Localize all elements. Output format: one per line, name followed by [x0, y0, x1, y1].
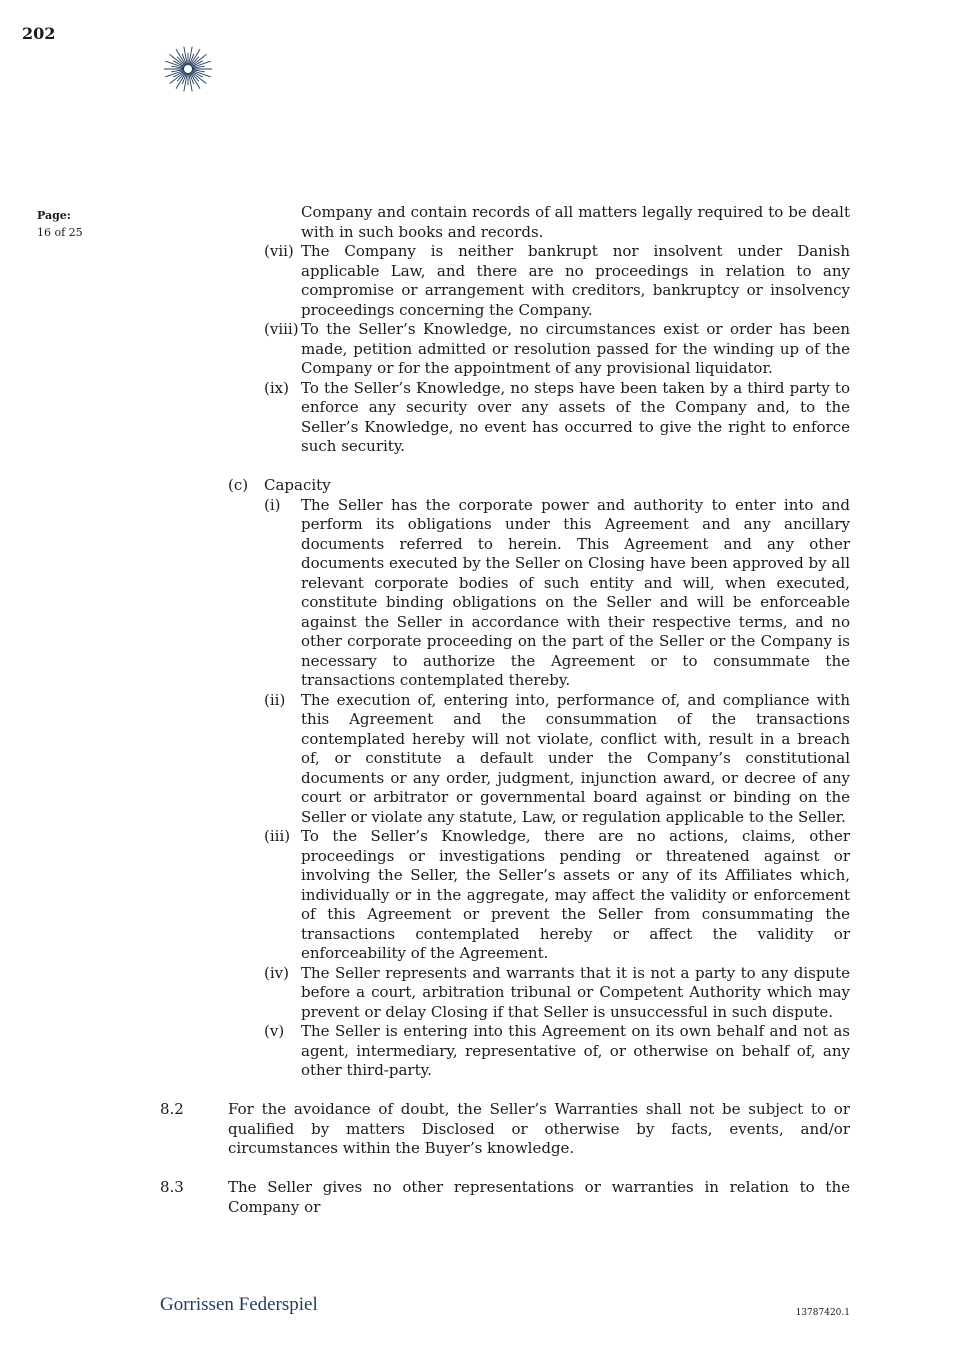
section-number: (c)	[228, 476, 249, 494]
item-number: (iv)	[264, 963, 289, 982]
item-text: The execution of, entering into, performance of, and compliance with this Agreement and the consummation of the transactions contemplated hereby will not violate, conflict with, result in a breach of, or constitute a default under the Company’s constitutional documents or any order, judgment, injunction award, or decree of any court or arbitrator or governmental board against or binding on the Seller or violate any statute, Law, or regulation applicable to the Seller.	[301, 690, 850, 826]
list-item	[160, 691, 850, 828]
item-text: To the Seller’s Knowledge, there are no actions, claims, other proceedings or investigations pending or threatened against or involving the Seller, the Seller’s assets or any of its Affiliates which, individually or in the aggregate, may affect the validity or enforcement of this Agreement or prevent the Seller from consummating the transactions contemplated hereby or affect the validity or enforceability of the Agreement.	[301, 827, 850, 962]
item-number: (i)	[264, 495, 281, 514]
footer-brand: Gorrissen Federspiel	[160, 1294, 318, 1315]
continuation-paragraph: Company and contain records of all matters legally required to be dealt with in such books and records.	[301, 203, 850, 241]
item-number: (vii)	[264, 242, 294, 260]
clause-number: 8.3	[160, 1178, 184, 1196]
sunburst-icon	[160, 44, 216, 94]
list-item	[160, 242, 850, 320]
list-item	[160, 379, 850, 457]
clause	[160, 1100, 850, 1159]
list-item	[160, 827, 850, 964]
clause-text: For the avoidance of doubt, the Seller’s Warranties shall not be subject to or qualified by matters Disclosed or otherwise by facts, events, and/or circumstances within the Buyer’s knowledge.	[228, 1100, 850, 1157]
section-heading	[160, 476, 850, 496]
item-text: The Seller is entering into this Agreement on its own behalf and not as agent, intermediary, representative of, or otherwise on behalf of, any other third-party.	[301, 1022, 850, 1079]
list-item	[160, 320, 850, 379]
clause-text: The Seller gives no other representations or warranties in relation to the Company or	[228, 1178, 850, 1216]
section-title: Capacity	[264, 476, 331, 494]
clause-number: 8.2	[160, 1100, 184, 1118]
item-number: (ix)	[264, 378, 289, 397]
list-item	[160, 964, 850, 1023]
page-number: 202	[22, 24, 56, 43]
item-text: To the Seller’s Knowledge, no circumstances exist or order has been made, petition admitted or resolution passed for the winding up of the Company or for the appointment of any provisional liquidator.	[301, 320, 850, 377]
item-number: (iii)	[264, 827, 291, 845]
item-text: To the Seller’s Knowledge, no steps have been taken by a third party to enforce any security over any assets of the Company and, to the Seller’s Knowledge, no event has occurred to give the right to enforce such security.	[301, 378, 850, 455]
document-id: 13787420.1	[795, 1308, 850, 1318]
page-count: 16 of 25	[37, 226, 83, 239]
list-item	[160, 1022, 850, 1081]
item-text: The Seller represents and warrants that it is not a party to any dispute before a court, arbitration tribunal or Competent Authority which may prevent or delay Closing if that Seller is unsuccessful in such dispute.	[301, 963, 850, 1021]
item-text: The Company is neither bankrupt nor insolvent under Danish applicable Law, and there are no proceedings in relation to any compromise or arrangement with creditors, bankruptcy or insolvency proceedings concerning the Company.	[301, 242, 850, 319]
page-count-label	[37, 207, 83, 241]
list-item	[160, 496, 850, 691]
document-body	[160, 203, 850, 1217]
item-number: (ii)	[264, 690, 286, 709]
page-label: Page:	[37, 209, 71, 222]
item-text: The Seller has the corporate power and authority to enter into and perform its obligations under this Agreement and any ancillary documents referred to herein. This Agreement and any other documents executed by the Seller on Closing have been approved by all relevant corporate bodies of such entity and will, when executed, constitute binding obligations on the Seller and will be enforceable against the Seller in accordance with their respective terms, and no other corporate proceeding on the part of the Seller or the Company is necessary to authorize the Agreement or to consummate the transactions contemplated thereby.	[301, 495, 850, 689]
clause	[160, 1178, 850, 1217]
item-number: (v)	[264, 1022, 285, 1040]
item-number: (viii)	[264, 320, 299, 338]
